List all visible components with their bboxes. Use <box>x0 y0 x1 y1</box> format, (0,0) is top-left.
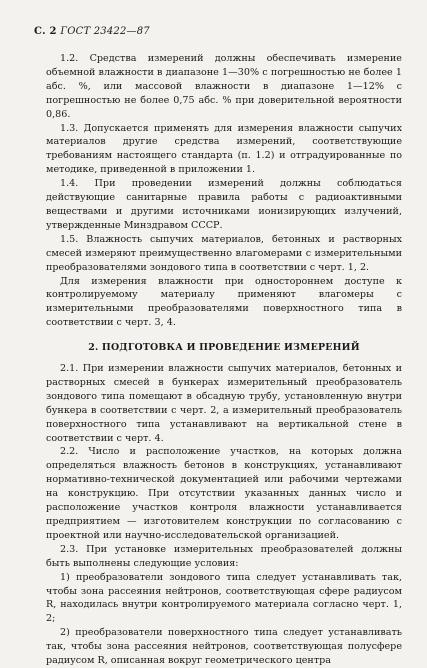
paragraph-1-2: 1.2. Средства измерений должны обеспечивать измерение объемной влажности в диапазоне 1—30% с погрешностью не более 1 абс. %, или массовой влажности в диапазоне 1—12% с погрешностью не более 0,75 абс. % при доверительной вероятности 0,86. <box>46 53 402 120</box>
paragraph-1-5-surface: Для измерения влажности при одностороннем доступе к контролируемому материалу применяют влагомеры с измерительными преобразователями поверхностного типа в соответствии с черт. 3, 4. <box>46 275 402 329</box>
section-title: 2. ПОДГОТОВКА И ПРОВЕДЕНИЕ ИЗМЕРЕНИЙ <box>88 342 360 354</box>
list-item-1: 1) преобразователи зондового типа следует устанавливать так, чтобы зона рассеяния нейтронов, соответствующая сфере радиусом R, находилась внутри контролируемого материала согласно черт. 1, 2; <box>46 571 402 625</box>
document-body <box>46 52 402 668</box>
paragraph-1-4: 1.4. При проведении измерений должны соблюдаться действующие санитарные правила работы с радиоактивными веществами и другими источниками ионизирующих излучений, утвержденные Минздравом СССР. <box>46 178 402 231</box>
paragraph-2-2: 2.2. Число и расположение участков, на которых должна определяться влажность бетонов в конструкциях, устанавливают нормативно-технической документацией или рабочими чертежами на конструкцию. При отсутствии указанных данных число и расположение участков контроля влажности устанавливается предприятием — изготовителем конструкции по согласованию с проектной или научно-исследовательской организацией. <box>46 446 402 541</box>
paragraph-2-3: 2.3. При установке измерительных преобразователей должны быть выполнены следующие условия: <box>46 543 402 569</box>
paragraph-2-1: 2.1. При измерении влажности сыпучих материалов, бетонных и растворных смесей в бункерах измерительный преобразователь зондового типа помещают в обсадную трубу, установленную внутри бункера в соответствии с черт. 2, а измерительный преобразователь поверхностного типа устанавливают на вертикальной стене в соответствии с черт. 4. <box>46 363 402 444</box>
page-header <box>34 26 150 37</box>
list-item-2: 2) преобразователи поверхностного типа следует устанавливать так, чтобы зона рассеяния нейтронов, соответствующая полусфере радиусом R, описанная вокруг геометрического центра <box>46 627 402 667</box>
paragraph-1-3: 1.3. Допускается применять для измерения влажности сыпучих материалов другие средства измерений, соответствующие требованиям настоящего стандарта (п. 1.2) и отградуированные по методике, приведенной в приложении 1. <box>46 122 402 176</box>
page-number: С. 2 <box>34 26 57 37</box>
paragraph-1-5: 1.5. Влажность сыпучих материалов, бетонных и растворных смесей измеряют преимущественно влагомерами с измерительными преобразователями зондового типа в соответствии с черт. 1, 2. <box>46 233 402 273</box>
standard-designation: ГОСТ 23422—87 <box>60 26 150 37</box>
